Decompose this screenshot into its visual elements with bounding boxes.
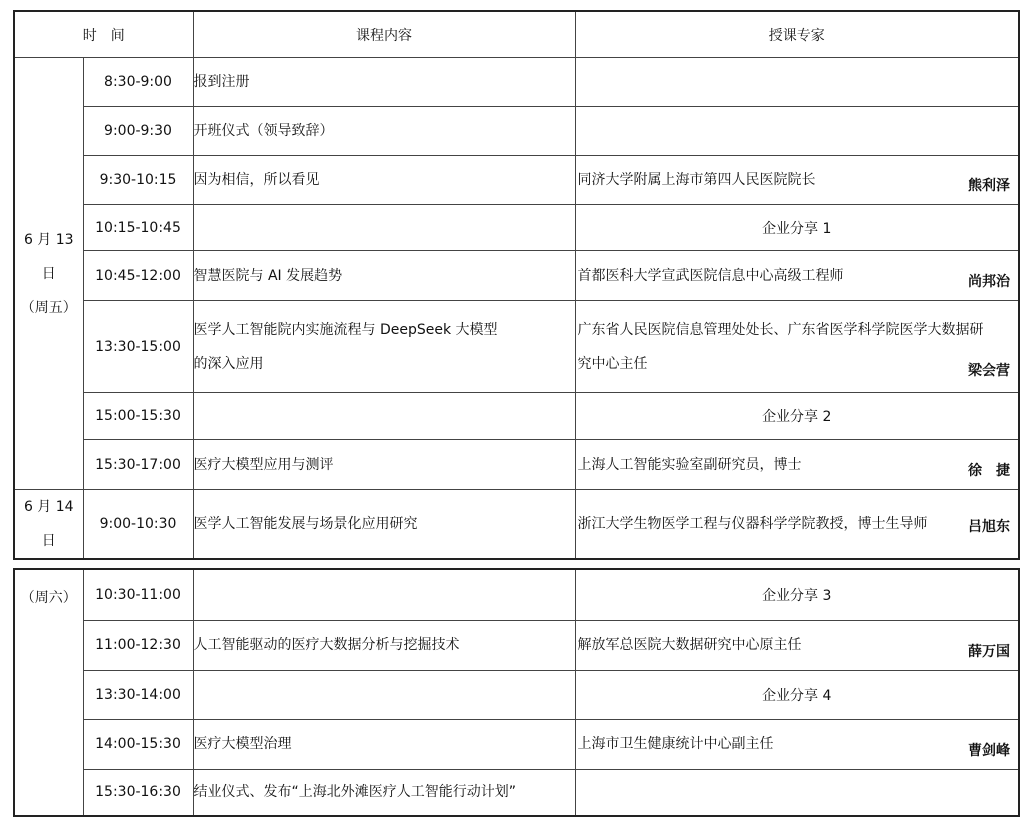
expert-cell xyxy=(575,58,1019,107)
expert-name: 薛万国 xyxy=(968,643,1010,660)
time-cell: 9:00-9:30 xyxy=(83,107,193,156)
institution-line-1: 广东省人民医院信息管理处处长、广东省医学科学院医学大数据研 xyxy=(577,321,984,338)
institution-text: 浙江大学生物医学工程与仪器科学学院教授，博士生导师 xyxy=(577,516,928,532)
course-cell xyxy=(193,393,575,440)
institution-text: 同济大学附属上海市第四人民医院院长 xyxy=(577,172,816,188)
schedule-table-page-1 xyxy=(13,10,1020,560)
time-cell: 13:30-15:00 xyxy=(83,301,193,393)
course-cell: 医疗大模型治理 xyxy=(193,719,575,769)
table-row xyxy=(14,670,1019,719)
header-expert: 授课专家 xyxy=(575,11,1019,58)
header-course: 课程内容 xyxy=(193,11,575,58)
course-cell: 医疗大模型应用与测评 xyxy=(193,440,575,490)
date-cell-day2-cont: （周六） xyxy=(14,569,83,816)
course-cell: 智慧医院与 AI 发展趋势 xyxy=(193,251,575,301)
time-cell: 13:30-14:00 xyxy=(83,670,193,719)
time-cell: 10:45-12:00 xyxy=(83,251,193,301)
schedule-table-page-2 xyxy=(13,568,1020,817)
date-cell-day2: 6 月 14 日 xyxy=(14,490,83,560)
course-cell: 开班仪式（领导致辞） xyxy=(193,107,575,156)
table-row xyxy=(14,251,1019,301)
time-cell: 9:30-10:15 xyxy=(83,156,193,205)
table-row xyxy=(14,58,1019,107)
time-cell: 15:30-17:00 xyxy=(83,440,193,490)
course-cell: 报到注册 xyxy=(193,58,575,107)
company-share-cell: 企业分享 3 xyxy=(575,569,1019,620)
time-cell: 15:00-15:30 xyxy=(83,393,193,440)
expert-cell xyxy=(575,251,1019,301)
institution-text: 解放军总医院大数据研究中心原主任 xyxy=(577,637,802,653)
expert-name: 梁会营 xyxy=(968,363,1010,379)
expert-cell xyxy=(575,301,1019,393)
course-cell: 因为相信，所以看见 xyxy=(193,156,575,205)
table-row xyxy=(14,393,1019,440)
header-row xyxy=(14,11,1019,58)
expert-name: 熊利泽 xyxy=(968,178,1010,194)
table-row xyxy=(14,719,1019,769)
expert-cell xyxy=(575,440,1019,490)
table-row xyxy=(14,156,1019,205)
expert-cell xyxy=(575,107,1019,156)
table-row xyxy=(14,205,1019,251)
course-cell xyxy=(193,670,575,719)
expert-cell xyxy=(575,719,1019,769)
expert-cell xyxy=(575,620,1019,670)
course-line-2: 的深入应用 xyxy=(193,355,264,372)
time-cell: 14:00-15:30 xyxy=(83,719,193,769)
course-cell xyxy=(193,205,575,251)
expert-name: 曹剑峰 xyxy=(968,742,1010,759)
time-cell: 15:30-16:30 xyxy=(83,769,193,816)
institution-text: 上海人工智能实验室副研究员，博士 xyxy=(577,456,802,473)
table-row xyxy=(14,301,1019,393)
table-row xyxy=(14,107,1019,156)
institution-text: 上海市卫生健康统计中心副主任 xyxy=(577,736,774,752)
time-cell: 9:00-10:30 xyxy=(83,490,193,560)
expert-name: 徐 捷 xyxy=(968,463,1010,479)
time-cell: 11:00-12:30 xyxy=(83,620,193,670)
course-cell: 结业仪式、发布“上海北外滩医疗人工智能行动计划” xyxy=(193,769,575,816)
time-cell: 10:15-10:45 xyxy=(83,205,193,251)
course-cell xyxy=(193,301,575,393)
table-row xyxy=(14,769,1019,816)
table-row xyxy=(14,620,1019,670)
institution-line-2: 究中心主任 xyxy=(577,355,648,372)
expert-name: 吕旭东 xyxy=(968,519,1010,535)
expert-cell xyxy=(575,769,1019,816)
time-cell: 10:30-11:00 xyxy=(83,569,193,620)
course-line-1: 医学人工智能院内实施流程与 DeepSeek 大模型 xyxy=(193,321,498,338)
company-share-cell: 企业分享 1 xyxy=(575,205,1019,251)
table-row xyxy=(14,569,1019,620)
expert-name: 尚邦治 xyxy=(968,274,1010,290)
table-row xyxy=(14,490,1019,560)
course-cell: 医学人工智能发展与场景化应用研究 xyxy=(193,490,575,560)
expert-cell xyxy=(575,156,1019,205)
company-share-cell: 企业分享 4 xyxy=(575,670,1019,719)
header-time: 时 间 xyxy=(14,11,193,58)
company-share-cell: 企业分享 2 xyxy=(575,393,1019,440)
institution-text: 首都医科大学宣武医院信息中心高级工程师 xyxy=(577,267,844,284)
date-label: 6 月 13 日 xyxy=(23,231,74,282)
weekday-label: （周五） xyxy=(20,299,77,316)
course-cell xyxy=(193,569,575,620)
expert-cell xyxy=(575,490,1019,560)
date-cell-day1 xyxy=(14,58,83,490)
course-cell: 人工智能驱动的医疗大数据分析与挖掘技术 xyxy=(193,620,575,670)
time-cell: 8:30-9:00 xyxy=(83,58,193,107)
table-row xyxy=(14,440,1019,490)
